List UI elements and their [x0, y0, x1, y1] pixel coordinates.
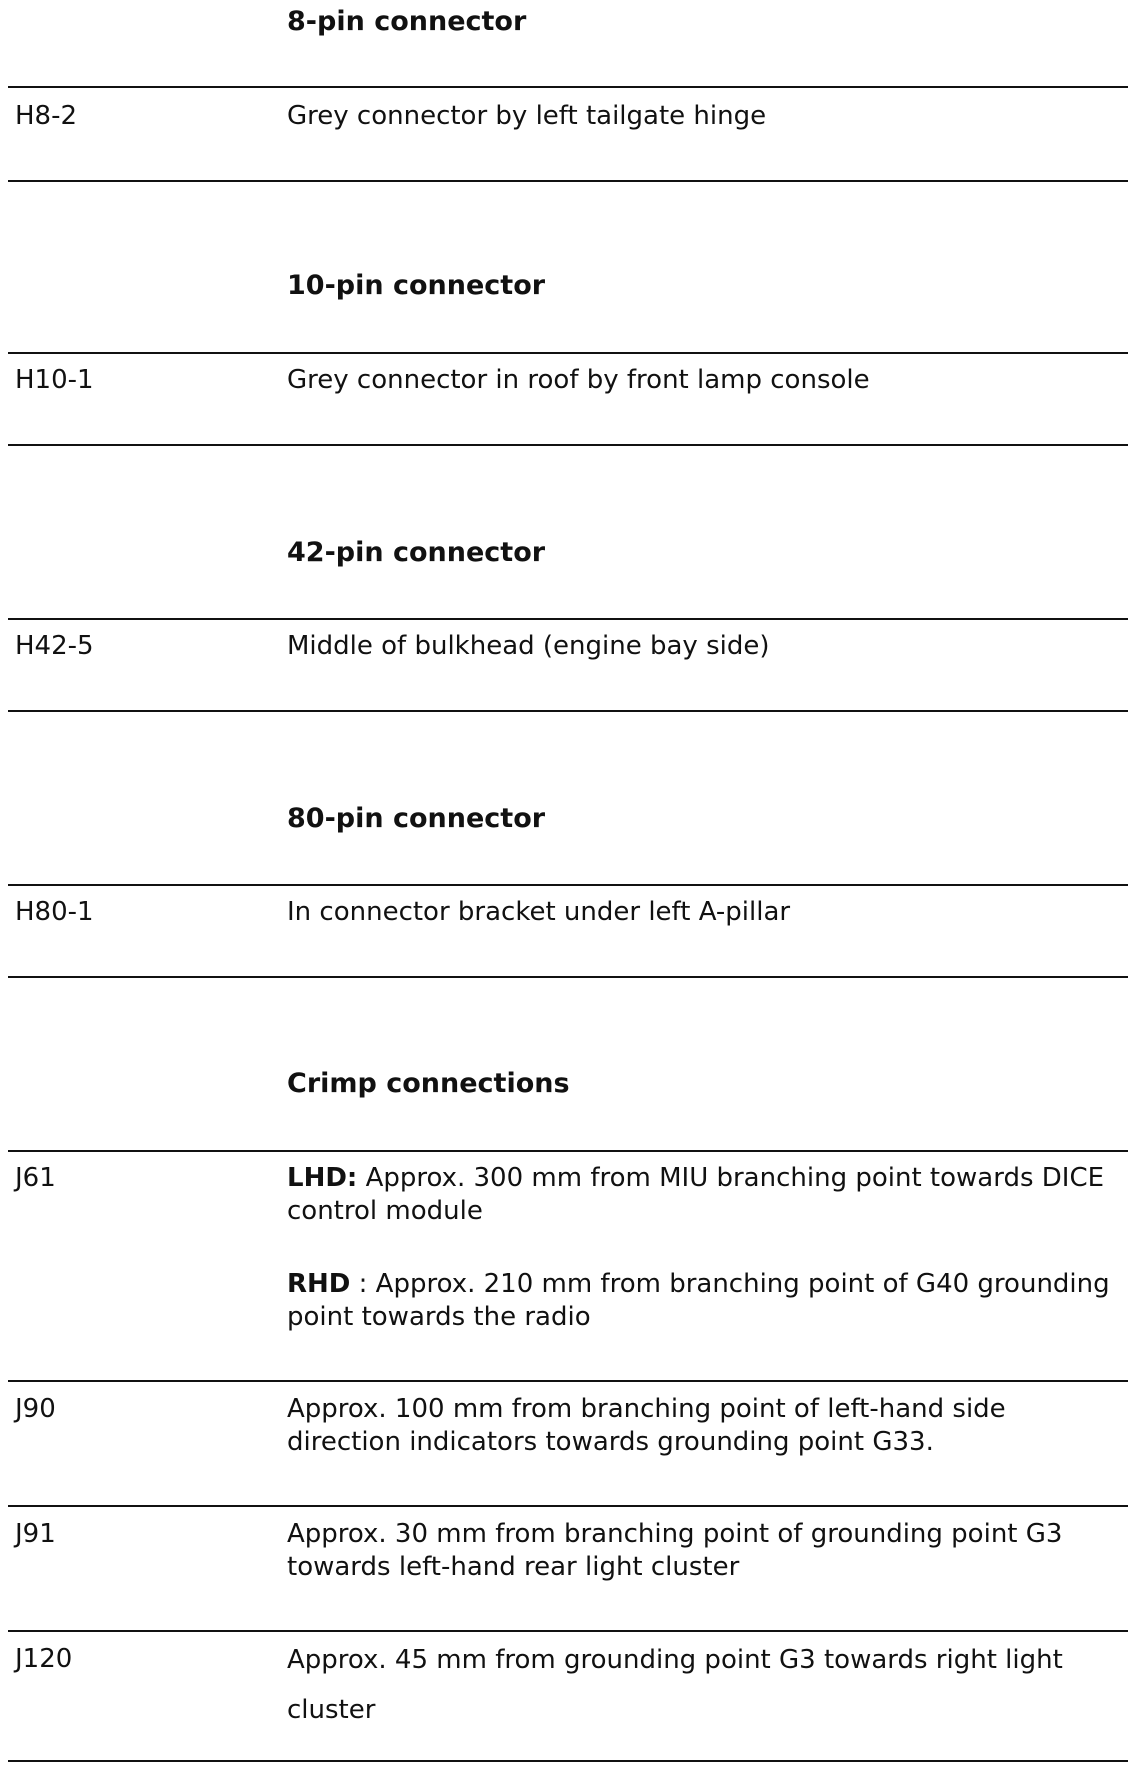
rhd-label: RHD	[287, 1269, 351, 1299]
connector-code: H8-2	[15, 101, 78, 131]
connector-location: Grey connector in roof by front lamp console	[287, 365, 870, 395]
section-heading-crimp: Crimp connections	[287, 1068, 570, 1099]
connector-location: Middle of bulkhead (engine bay side)	[287, 631, 770, 661]
lhd-separator	[357, 1163, 365, 1193]
table-rule	[8, 86, 1128, 88]
connector-location: In connector bracket under left A-pillar	[287, 897, 791, 927]
connector-code: H42-5	[15, 631, 94, 661]
crimp-code: J90	[15, 1394, 56, 1424]
crimp-location: Approx. 30 mm from branching point of grounding point G3 towards left-hand rear light cluster	[287, 1519, 1063, 1582]
crimp-location: Approx. 45 mm from grounding point G3 towards right light cluster	[287, 1645, 1063, 1725]
table-rule	[8, 444, 1128, 446]
section-heading-10-pin: 10-pin connector	[287, 270, 546, 301]
connector-location: Grey connector by left tailgate hinge	[287, 101, 767, 131]
rhd-paragraph	[287, 1268, 1127, 1334]
table-rule	[8, 1150, 1128, 1152]
table-rule	[8, 1630, 1128, 1632]
rhd-text: Approx. 210 mm from branching point of G40 grounding point towards the radio	[287, 1269, 1110, 1332]
crimp-location	[287, 1162, 1127, 1334]
rhd-separator: :	[350, 1269, 376, 1299]
table-rule	[8, 1505, 1128, 1507]
connector-code: H10-1	[15, 365, 94, 395]
lhd-text: Approx. 300 mm from MIU branching point towards DICE control module	[287, 1163, 1105, 1226]
section-heading-80-pin: 80-pin connector	[287, 803, 546, 834]
table-rule	[8, 710, 1128, 712]
crimp-code: J120	[15, 1644, 73, 1674]
crimp-code: J61	[15, 1163, 56, 1193]
connector-code: H80-1	[15, 897, 94, 927]
section-heading-8-pin: 8-pin connector	[287, 6, 527, 37]
table-rule	[8, 884, 1128, 886]
table-rule	[8, 1760, 1128, 1762]
lhd-label: LHD:	[287, 1163, 358, 1193]
table-rule	[8, 618, 1128, 620]
table-rule	[8, 976, 1128, 978]
lhd-paragraph	[287, 1162, 1127, 1228]
table-rule	[8, 352, 1128, 354]
crimp-location: Approx. 100 mm from branching point of left-hand side direction indicators towards grounding point G33.	[287, 1394, 1006, 1457]
table-rule	[8, 180, 1128, 182]
crimp-code: J91	[15, 1519, 56, 1549]
table-rule	[8, 1380, 1128, 1382]
section-heading-42-pin: 42-pin connector	[287, 537, 546, 568]
